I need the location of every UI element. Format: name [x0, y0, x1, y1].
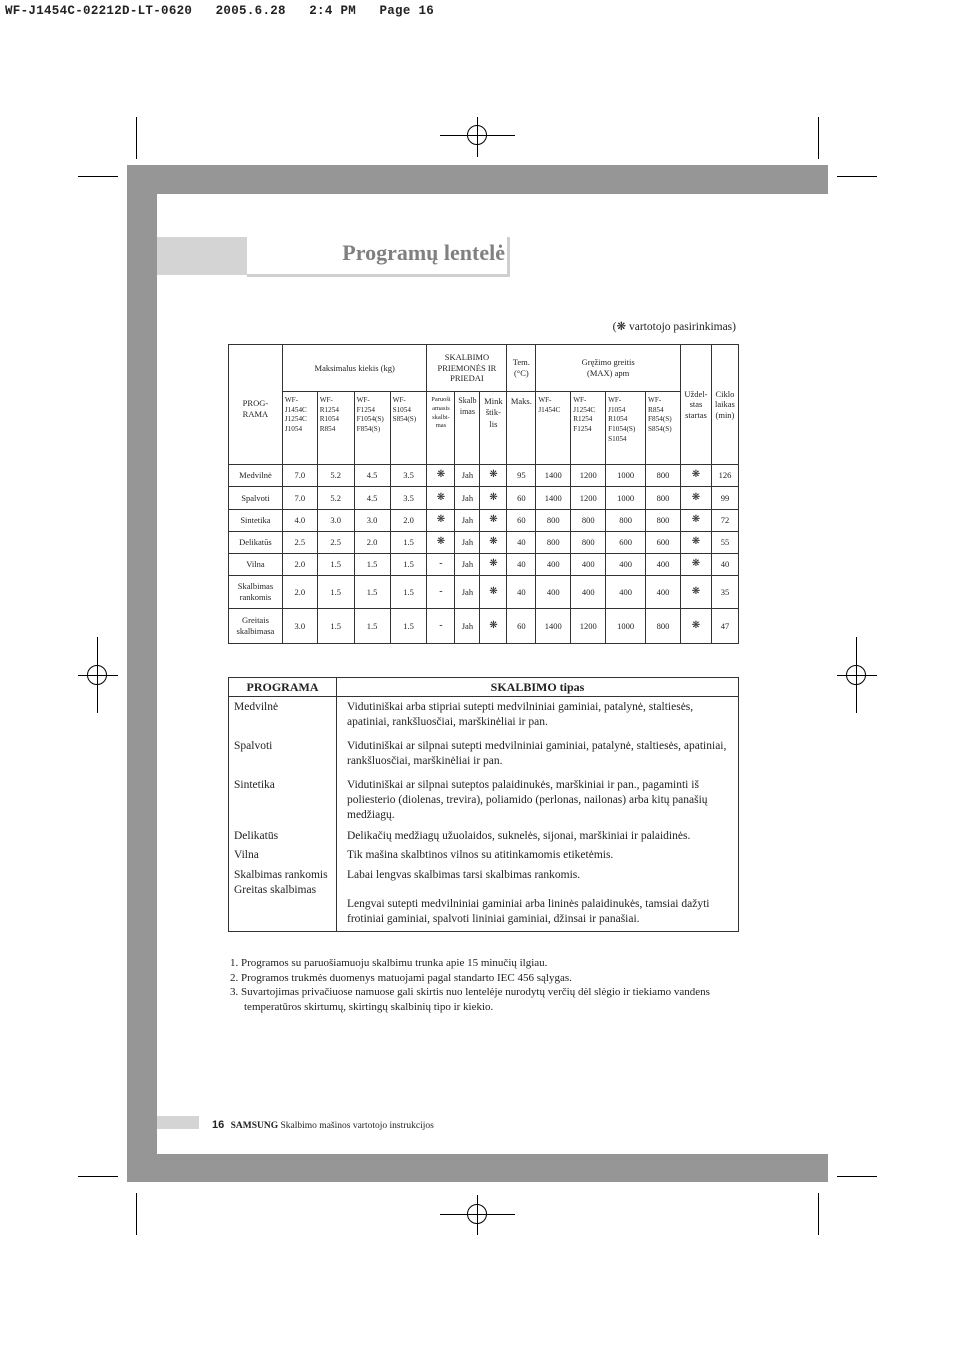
registration-circle	[87, 665, 107, 685]
wash-type-row	[229, 697, 739, 730]
softener-cell: ❋	[480, 510, 507, 532]
wash-type-row	[229, 844, 739, 863]
delay-cell: ❋	[680, 609, 711, 644]
max-load-cell: 2.5	[317, 532, 354, 554]
header-detergent: SKALBIMO PRIEMONĖS IR PRIEDAI	[427, 345, 507, 392]
prewash-cell: -	[427, 609, 455, 644]
spin-cell: 400	[606, 554, 646, 576]
max-load-cell: 2.0	[390, 510, 427, 532]
header-program-text: PROG- RAMA	[242, 397, 269, 419]
prewash-cell: ❋	[427, 465, 455, 487]
wash-type-description: Vidutiniškai arba stipriai sutepti medvilniniai gaminiai, patalynė, staltiesės, apatiniai, rankšluosčiai, marškinėliai ir pan.	[337, 697, 739, 730]
cycle-time-cell: 35	[711, 576, 738, 609]
spin-cell: 800	[646, 465, 681, 487]
spin-model-4: WF- R854 F854(S) S854(S)	[646, 392, 681, 465]
max-load-cell: 5.2	[317, 487, 354, 510]
top-bar	[127, 165, 828, 194]
spin-cell: 1200	[571, 465, 606, 487]
program-row	[229, 532, 739, 554]
det-softener: Mink štik- lis	[480, 392, 507, 465]
spin-cell: 400	[536, 554, 571, 576]
wash-type-description: Delikačių medžiagų užuolaidos, suknelės, sijonai, marškiniai ir palaidinės.	[337, 823, 739, 844]
crop-mark	[837, 1176, 877, 1177]
types-header-type: SKALBIMO tipas	[337, 678, 739, 697]
wash-types-table	[228, 677, 739, 932]
spin-cell: 1000	[606, 465, 646, 487]
wash-type-row	[229, 862, 739, 883]
delay-cell: ❋	[680, 532, 711, 554]
spin-model-3: WF- J1054 R1054 F1054(S) S1054	[606, 392, 646, 465]
delay-cell: ❋	[680, 465, 711, 487]
softener-cell: ❋	[480, 554, 507, 576]
max-load-cell: 5.2	[317, 465, 354, 487]
header-max-load: Maksimalus kiekis (kg)	[282, 345, 427, 392]
header-spin: Gręžimo greitis (MAX) apm	[536, 345, 681, 392]
max-load-cell: 4.5	[354, 487, 390, 510]
wash-type-program: Skalbimas rankomis	[229, 862, 337, 883]
footnote: 2. Programos trukmės duomenys matuojami pagal standarto IEC 456 sąlygas.	[230, 971, 572, 984]
det-prewash: Paruoši amasis skalbi- mas	[427, 392, 455, 465]
spin-cell: 1000	[606, 609, 646, 644]
softener-cell: ❋	[480, 487, 507, 510]
wash-cell: Jah	[455, 487, 480, 510]
prewash-cell: -	[427, 576, 455, 609]
softener-cell: ❋	[480, 532, 507, 554]
wash-type-program: Greitas skalbimas	[229, 883, 337, 931]
wash-type-description: Labai lengvas skalbimas tarsi skalbimas rankomis.	[337, 862, 739, 883]
cycle-time-cell: 40	[711, 554, 738, 576]
page-footer	[212, 1119, 434, 1131]
wash-type-row	[229, 883, 739, 931]
crop-mark	[818, 1193, 819, 1235]
wash-type-program: Delikatūs	[229, 823, 337, 844]
spin-model-2: WF- J1254C R1254 F1254	[571, 392, 606, 465]
spin-cell: 1400	[536, 609, 571, 644]
wash-cell: Jah	[455, 609, 480, 644]
wash-type-description: Vidutiniškai ar silpnai suteptos palaidinukės, marškiniai ir pan., pagaminti iš poliesterio (diolenas, trevira), poliamido (perlonas, nailonas) arba kitų panašių medžiagų.	[337, 769, 739, 823]
crop-mark	[78, 176, 118, 177]
registration-circle	[467, 1204, 487, 1224]
program-row	[229, 576, 739, 609]
delay-cell: ❋	[680, 510, 711, 532]
prewash-cell: -	[427, 554, 455, 576]
program-row	[229, 510, 739, 532]
spin-cell: 600	[606, 532, 646, 554]
max-load-cell: 3.0	[354, 510, 390, 532]
max-load-cell: 7.0	[282, 487, 317, 510]
wash-type-program: Vilna	[229, 844, 337, 863]
program-name: Delikatūs	[229, 532, 283, 554]
max-load-cell: 1.5	[390, 532, 427, 554]
max-load-cell: 2.5	[282, 532, 317, 554]
program-name: Medvilnė	[229, 465, 283, 487]
load-model-3: WF- F1254 F1054(S) F854(S)	[354, 392, 390, 465]
temp-max: Maks.	[507, 392, 536, 465]
wash-cell: Jah	[455, 554, 480, 576]
spin-cell: 400	[571, 554, 606, 576]
max-load-cell: 7.0	[282, 465, 317, 487]
wash-cell: Jah	[455, 510, 480, 532]
temp-cell: 60	[507, 510, 536, 532]
wash-cell: Jah	[455, 576, 480, 609]
footnotes	[230, 956, 750, 1014]
max-load-cell: 2.0	[282, 576, 317, 609]
spin-cell: 1200	[571, 487, 606, 510]
program-table	[228, 344, 739, 644]
bottom-bar	[127, 1154, 828, 1182]
header-delay: Uždel- stas startas	[680, 345, 711, 465]
spin-cell: 1000	[606, 487, 646, 510]
crop-mark	[818, 117, 819, 159]
spin-cell: 800	[571, 510, 606, 532]
spin-model-1: WF- J1454C	[536, 392, 571, 465]
max-load-cell: 3.0	[317, 510, 354, 532]
spin-cell: 400	[536, 576, 571, 609]
max-load-cell: 3.5	[390, 465, 427, 487]
spin-cell: 400	[646, 554, 681, 576]
print-slug: WF-J1454C-02212D-LT-0620 2005.6.28 2:4 PM Page 16	[5, 4, 435, 18]
prewash-cell: ❋	[427, 487, 455, 510]
softener-cell: ❋	[480, 609, 507, 644]
spin-cell: 800	[536, 510, 571, 532]
page-title: Programų lentelė	[342, 240, 505, 265]
wash-type-description: Lengvai sutepti medvilniniai gaminiai arba lininės palaidinukės, tamsiai dažyti frotiniai gaminiai, spalvoti lininiai gaminiai, džinsai ir panašiai.	[337, 883, 739, 931]
delay-cell: ❋	[680, 576, 711, 609]
det-wash: Skalb imas	[455, 392, 480, 465]
program-name: Spalvoti	[229, 487, 283, 510]
registration-circle	[467, 125, 487, 145]
crop-mark	[136, 1193, 137, 1235]
temp-cell: 40	[507, 554, 536, 576]
crop-mark	[837, 176, 877, 177]
spin-cell: 1400	[536, 465, 571, 487]
prewash-cell: ❋	[427, 510, 455, 532]
cycle-time-cell: 47	[711, 609, 738, 644]
delay-cell: ❋	[680, 487, 711, 510]
max-load-cell: 1.5	[390, 554, 427, 576]
header-cycle: Ciklo laikas (min)	[711, 345, 738, 465]
wash-cell: Jah	[455, 465, 480, 487]
crop-mark	[136, 117, 137, 159]
cycle-time-cell: 99	[711, 487, 738, 510]
max-load-cell: 1.5	[354, 576, 390, 609]
program-name: Greitais skalbimasa	[229, 609, 283, 644]
wash-type-row	[229, 730, 739, 769]
max-load-cell: 3.0	[282, 609, 317, 644]
spin-cell: 400	[646, 576, 681, 609]
load-model-2: WF- R1254 R1054 R854	[317, 392, 354, 465]
delay-cell: ❋	[680, 554, 711, 576]
wash-type-description: Vidutiniškai ar silpnai sutepti medvilniniai gaminiai, patalynė, staltiesės, apatiniai, rankšluosčiai, marškinėliai ir pan.	[337, 730, 739, 769]
footer-text: Skalbimo mašinos vartotojo instrukcijos	[280, 1121, 434, 1131]
program-row	[229, 609, 739, 644]
wash-type-program: Medvilnė	[229, 697, 337, 730]
program-row	[229, 487, 739, 510]
types-header-program: PROGRAMA	[229, 678, 337, 697]
max-load-cell: 1.5	[317, 576, 354, 609]
spin-cell: 800	[536, 532, 571, 554]
max-load-cell: 4.5	[354, 465, 390, 487]
max-load-cell: 3.5	[390, 487, 427, 510]
left-sidebar	[127, 165, 157, 1182]
program-name: Sintetika	[229, 510, 283, 532]
title-band	[157, 237, 247, 275]
footnote: 1. Programos su paruošiamuoju skalbimu trunka apie 15 minučių ilgiau.	[230, 957, 548, 969]
max-load-cell: 4.0	[282, 510, 317, 532]
max-load-cell: 1.5	[390, 576, 427, 609]
temp-cell: 60	[507, 609, 536, 644]
temp-cell: 95	[507, 465, 536, 487]
max-load-cell: 1.5	[317, 554, 354, 576]
spin-cell: 800	[571, 532, 606, 554]
crop-mark	[78, 1176, 118, 1177]
legend-note: (❋ vartotojo pasirinkimas)	[612, 321, 736, 333]
program-name: Skalbimas rankomis	[229, 576, 283, 609]
cycle-time-cell: 126	[711, 465, 738, 487]
spin-cell: 800	[606, 510, 646, 532]
footer-tab	[157, 1116, 199, 1129]
spin-cell: 1400	[536, 487, 571, 510]
spin-cell: 600	[646, 532, 681, 554]
spin-cell: 800	[646, 487, 681, 510]
cycle-time-cell: 72	[711, 510, 738, 532]
wash-type-program: Spalvoti	[229, 730, 337, 769]
spin-cell: 400	[606, 576, 646, 609]
cycle-time-cell: 55	[711, 532, 738, 554]
max-load-cell: 1.5	[317, 609, 354, 644]
max-load-cell: 2.0	[354, 532, 390, 554]
footnote: 3. Suvartojimas privačiuose namuose gali skirtis nuo lentelėje nurodytų verčių dėl slėgio ir tiekiamo vandens temperatūros skirtumų, skirtingų skalbinių tipo ir kiekio.	[230, 986, 710, 1013]
program-row	[229, 465, 739, 487]
temp-cell: 60	[507, 487, 536, 510]
wash-type-program: Sintetika	[229, 769, 337, 823]
page-number: 16	[212, 1119, 225, 1131]
temp-cell: 40	[507, 532, 536, 554]
temp-cell: 40	[507, 576, 536, 609]
wash-cell: Jah	[455, 532, 480, 554]
spin-cell: 800	[646, 609, 681, 644]
registration-circle	[846, 665, 866, 685]
wash-type-description: Tik mašina skalbtinos vilnos su atitinkamomis etiketėmis.	[337, 844, 739, 863]
max-load-cell: 1.5	[390, 609, 427, 644]
spin-cell: 400	[571, 576, 606, 609]
wash-type-row	[229, 769, 739, 823]
header-program	[229, 345, 283, 465]
header-temp: Tem. (°C)	[507, 345, 536, 392]
load-model-1: WF- J1454C J1254C J1054	[282, 392, 317, 465]
max-load-cell: 1.5	[354, 554, 390, 576]
max-load-cell: 2.0	[282, 554, 317, 576]
program-name: Vilna	[229, 554, 283, 576]
softener-cell: ❋	[480, 465, 507, 487]
spin-cell: 1200	[571, 609, 606, 644]
program-row	[229, 554, 739, 576]
max-load-cell: 1.5	[354, 609, 390, 644]
prewash-cell: ❋	[427, 532, 455, 554]
spin-cell: 800	[646, 510, 681, 532]
load-model-4: WF- S1054 S854(S)	[390, 392, 427, 465]
softener-cell: ❋	[480, 576, 507, 609]
brand-name: SAMSUNG	[230, 1121, 279, 1131]
wash-type-row	[229, 823, 739, 844]
